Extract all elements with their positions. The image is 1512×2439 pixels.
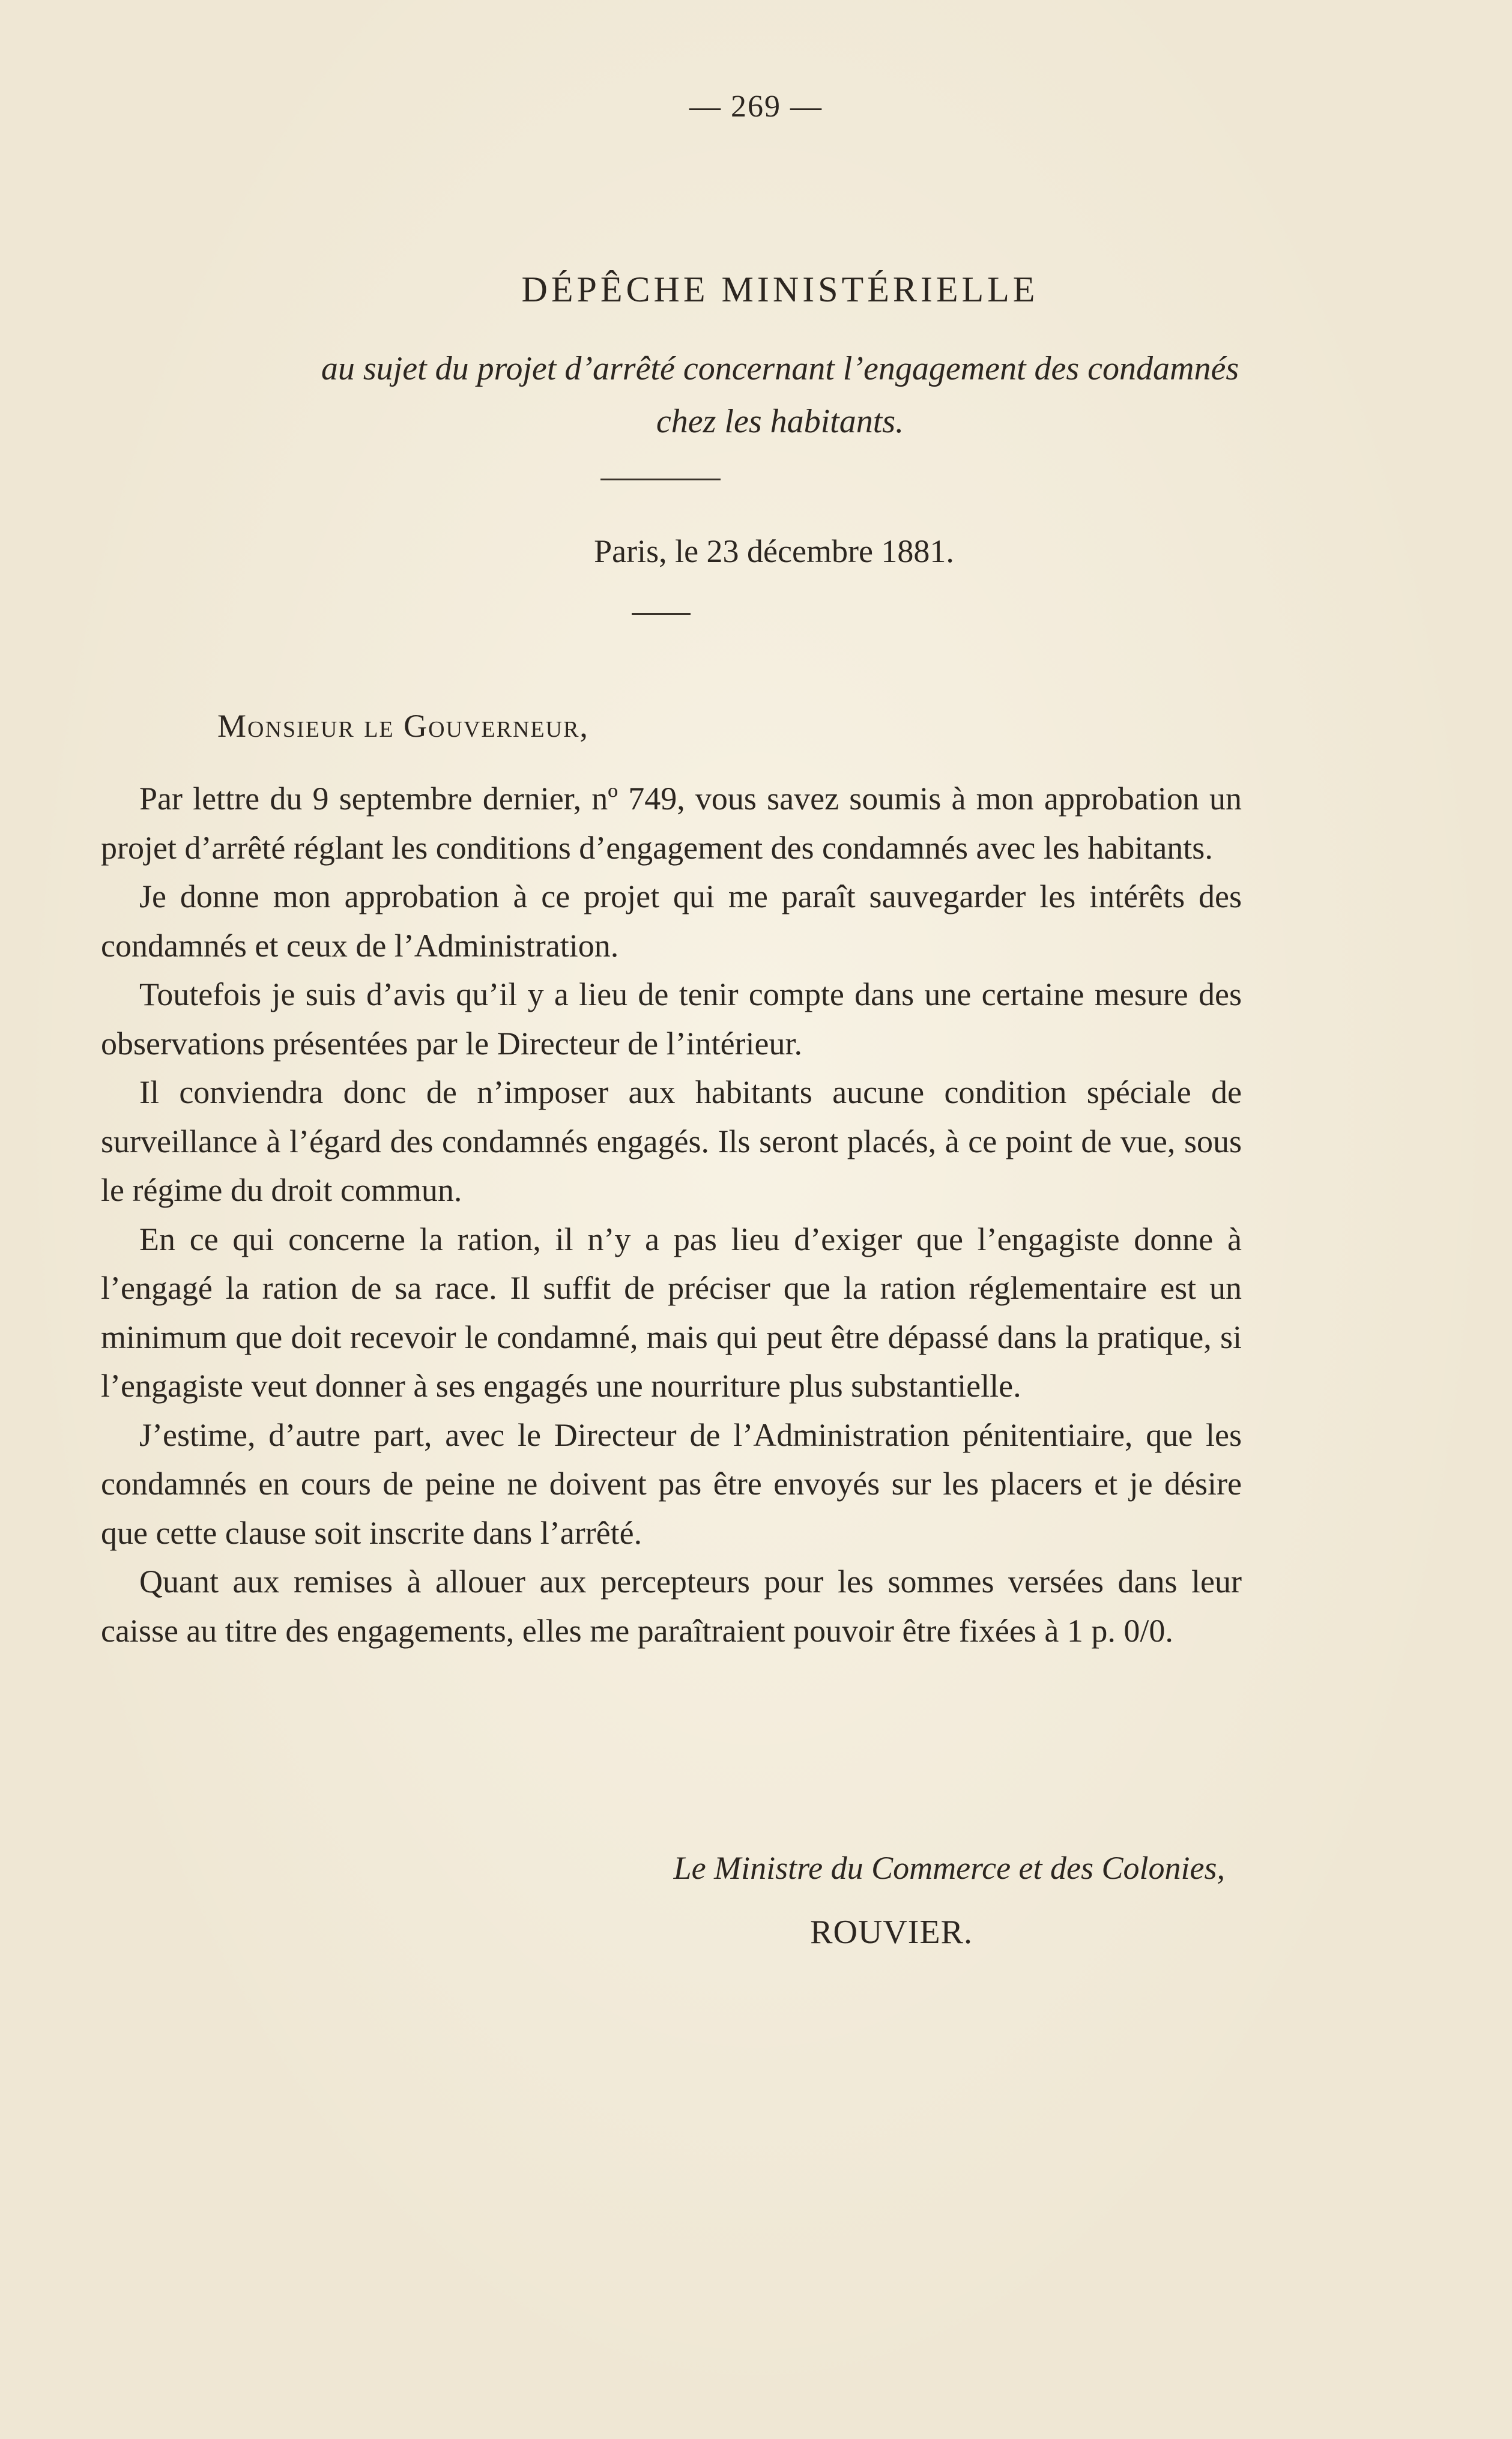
subtitle-line-2: chez les habitants. (656, 403, 904, 440)
divider-rule (600, 479, 721, 480)
paragraph: Toutefois je suis d’avis qu’il y a lieu de tenir compte dans une certaine mesure des observations présentées par le Directeur de l’intérieur. (101, 976, 1242, 1062)
paragraph: Il conviendra donc de n’imposer aux habitants aucune condition spéciale de surveillance à l’égard des condamnés engagés. Ils seront placés, à ce point de vue, sous le régime du droit commun. (101, 1074, 1242, 1208)
salutation: Monsieur le Gouverneur, (217, 708, 589, 744)
paragraph: Par lettre du 9 septembre dernier, nº 749, vous savez soumis à mon approbation un projet d’arrêté réglant les conditions d’engagement des condamnés avec les habitants. (101, 781, 1242, 866)
subtitle-line-1: au sujet du projet d’arrêté concernant l’engagement des condamnés (321, 350, 1239, 387)
signature-title: Le Ministre du Commerce et des Colonies, (673, 1850, 1225, 1886)
paragraph: J’estime, d’autre part, avec le Directeur de l’Administration pénitentiaire, que les condamnés en cours de peine ne doivent pas être envoyés sur les placers et je désire que cette clause soit inscrite dans l’arrêté. (101, 1416, 1242, 1551)
paragraph: Je donne mon approbation à ce projet qui me paraît sauvegarder les intérêts des condamnés et ceux de l’Administration. (101, 878, 1242, 964)
paragraph: Quant aux remises à allouer aux percepteurs pour les sommes versées dans leur caisse au titre des engagements, elles me paraîtraient pouvoir être fixées à 1 p. 0/0. (101, 1564, 1242, 1649)
document-subtitle (24, 342, 1512, 448)
signature-name: ROUVIER. (810, 1914, 973, 1951)
dateline: Paris, le 23 décembre 1881. (594, 533, 954, 569)
divider-rule-short (632, 613, 691, 615)
document-title: DÉPÊCHE MINISTÉRIELLE (521, 270, 1039, 309)
paragraph: En ce qui concerne la ration, il n’y a pas lieu d’exiger que l’engagiste donne à l’engagé la ration de sa race. Il suffit de préciser que la ration réglementaire est un minimum que doit recevoir le condamné, mais qui peut être dépassé dans la pratique, si l’engagiste veut donner à ses engagés une nourriture plus substantielle. (101, 1221, 1242, 1404)
letter-body (101, 775, 1242, 1655)
page-number: — 269 — (689, 89, 823, 124)
